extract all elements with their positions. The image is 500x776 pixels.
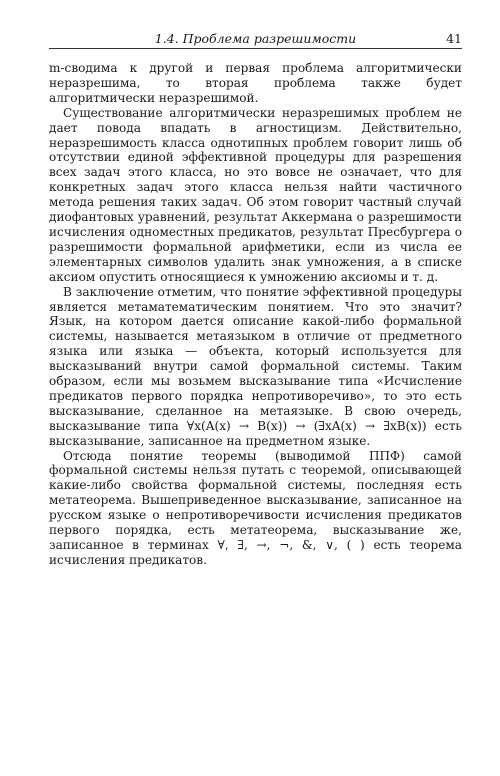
- paragraph-4: Отсюда понятие теоремы (выводимой ППФ) самой формальной системы нельзя путать с теоремой, описывающей какие-либо свойства формальной системы, последняя есть метатеорема. Вышеприведенное высказывание, записанное на русском языке о непротиворечивости исчисления предикатов первого порядка, есть метатеорема, высказывание же, записанное в терминах ∀, ∃, →, ¬, &, ∨, ( ) есть теорема исчисления предикатов.: [49, 448, 462, 567]
- page-number: 41: [446, 31, 462, 46]
- body-text: [49, 61, 462, 568]
- paragraph-2: Существование алгоритмически неразрешимых проблем не дает повода впадать в агностицизм. Действительно, неразрешимость класса однотипных проблем говорит лишь об отсутствии единой эффективной процедуры для разрешения всех задач этого класса, но это вовсе не означает, что для конкретных задач этого класса нельзя найти частичного метода решения таких задач. Об этом говорит частный случай диофантовых уравнений, результат Аккермана о разрешимости исчисления одноместных предикатов, результат Пресбургера о разрешимости формальной арифметики, если из числа ее элементарных символов удалить знак умножения, а в списке аксиом опустить относящиеся к умножению аксиомы и т. д.: [49, 105, 462, 284]
- page-header: [49, 28, 462, 49]
- paragraph-3: В заключение отметим, что понятие эффективной процедуры является метаматематическим понятием. Что это значит? Язык, на котором дается описание какой-либо формальной системы, называется метаязыком в отличие от предметного языка или языка — объекта, который используется для высказываний внутри самой формальной системы. Таким образом, если мы возьмем высказывание типа «Исчисление предикатов первого порядка непротиворечиво», то это есть высказывание, сделанное на метаязыке. В свою очередь, высказывание типа ∀x(A(x) → B(x)) → (∃xA(x) → ∃xB(x)) есть высказывание, записанное на предметном языке.: [49, 284, 462, 448]
- paragraph-1: m-сводима к другой и первая проблема алгоритмически неразрешима, то вторая проблема также будет алгоритмически неразрешимой.: [49, 61, 462, 105]
- running-title: 1.4. Проблема разрешимости: [154, 31, 357, 46]
